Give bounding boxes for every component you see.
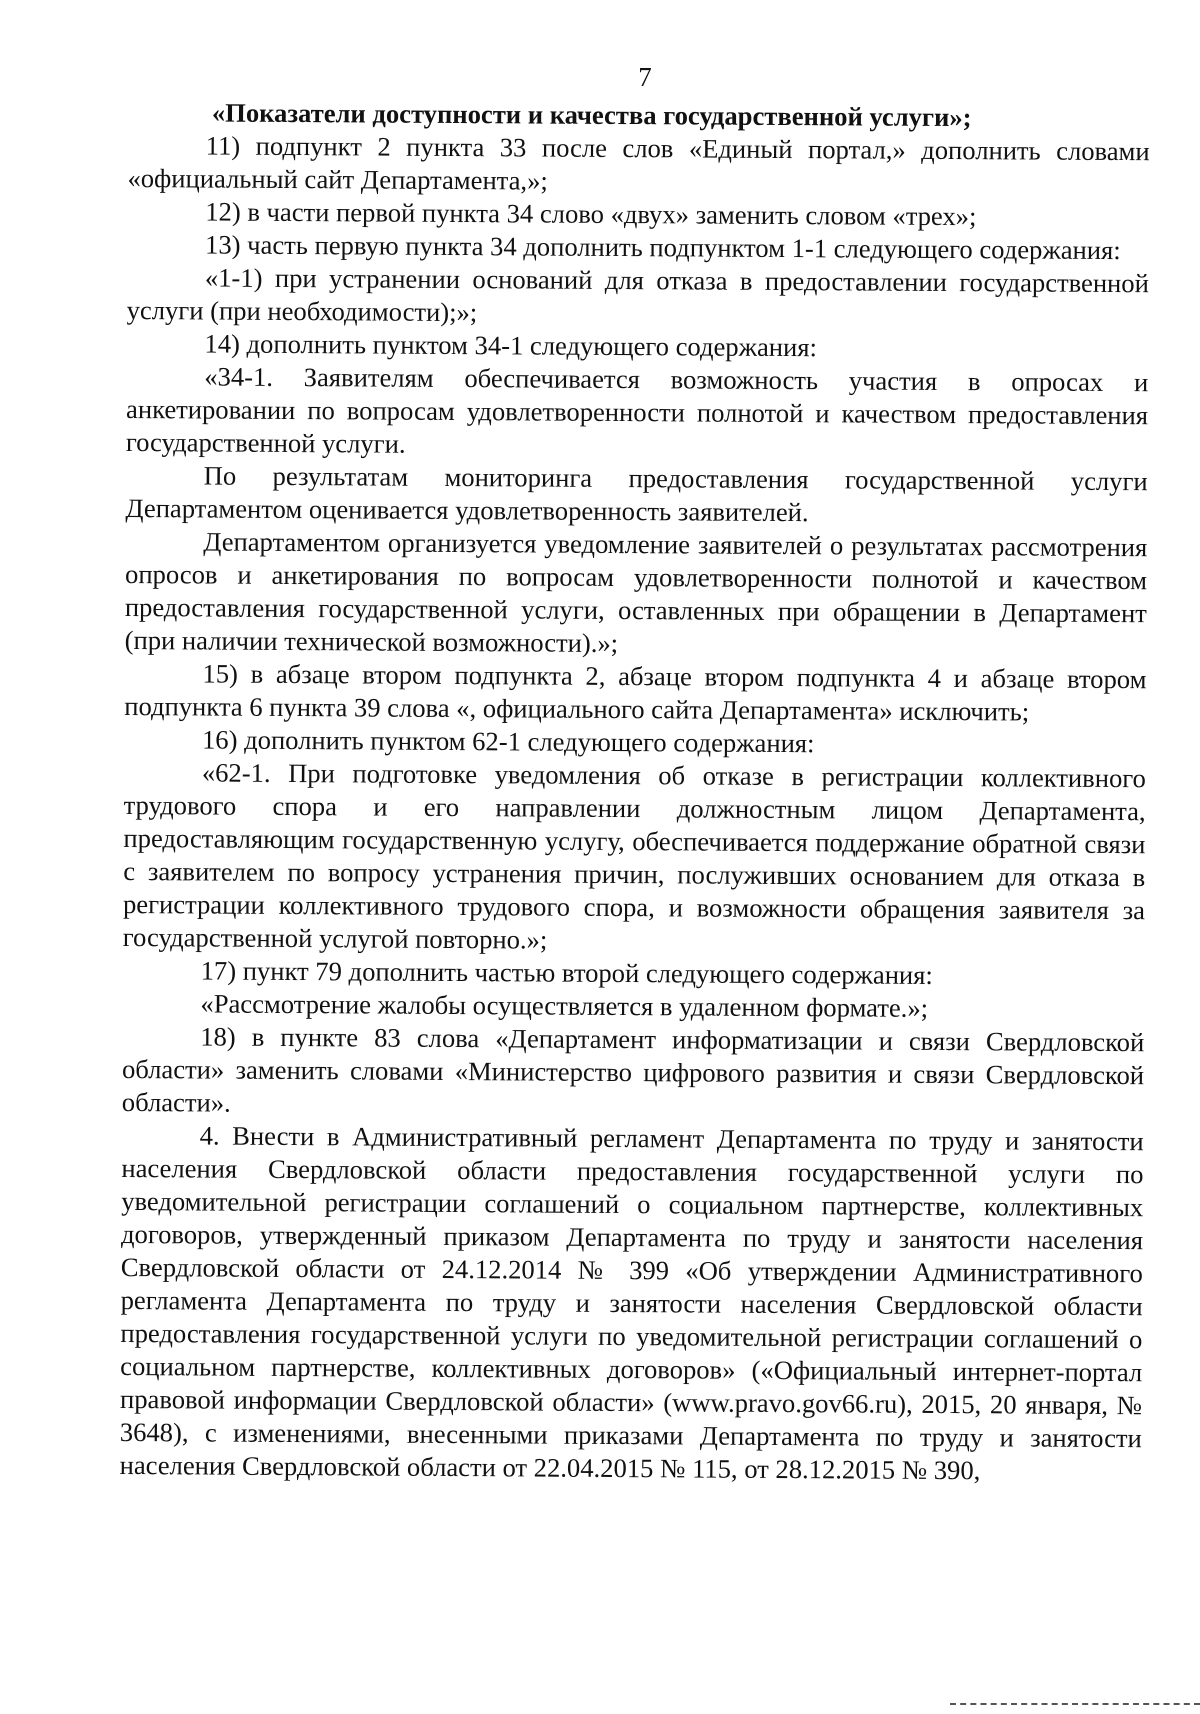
paragraph-quote-62-1: «62-1. При подготовке уведомления об отказе в регистрации коллективного трудового спора и его направлении должностным лицом Департамента, предоставляющим государственную услугу, обеспечивается поддержание обратной связи с заявителем по вопросу устранения причин, послуживших основанием для отказа в регистрации коллективного трудового спора, и возможности обращения заявителя за государственной услугой повторно.»; bbox=[122, 757, 1146, 955]
paragraph-item-14: 14) дополнить пунктом 34-1 следующего содержания: bbox=[204, 328, 817, 363]
paragraph-item-17: 17) пункт 79 дополнить частью второй следующего содержания: bbox=[200, 955, 933, 990]
paragraph-item-18: 18) в пункте 83 слова «Департамент информатизации и связи Свердловской области» заменить словами «Министерство цифрового развития и связи Свердловской области». bbox=[121, 1021, 1145, 1118]
page-number: 7 bbox=[638, 62, 652, 92]
paragraph-item-13: 13) часть первую пункта 34 дополнить подпунктом 1-1 следующего содержания: bbox=[205, 229, 1121, 266]
paragraph-item-15: 15) в абзаце втором подпункта 2, абзаце втором подпункта 4 и абзаце втором подпункта 6 пункта 39 слова «, официального сайта Департамента» исключить; bbox=[124, 658, 1147, 727]
section-heading: «Показатели доступности и качества государственной услуги»; bbox=[211, 97, 972, 133]
paragraph-item-4: 4. Внести в Административный регламент Департамента по труду и занятости населения Свердловской области предоставления государственной услуги по уведомительной регистрации соглашений о социальном партнерстве, коллективных договоров, утвержденный приказом Департамента по труду и занятости населения Свердловской области от 24.12.2014 № 399 «Об утверждении Административного регламента Департамента по труду и занятости населения Свердловской области предоставления государственной услуги по уведомительной регистрации соглашений о социальном партнерстве, коллективных договоров» («Официальный интернет-портал правовой информации Свердловской области» (www.pravo.gov66.ru), 2015, 20 января, № 3648), с изменениями, внесенными приказами Департамента по труду и занятости населения Свердловской области от 22.04.2015 № 115, от 28.12.2015 № 390, bbox=[119, 1120, 1144, 1486]
paragraph-quote-34-1: «34-1. Заявителям обеспечивается возможность участия в опросах и анкетировании по вопросам удовлетворенности полнотой и качеством предоставления государственной услуги. bbox=[125, 361, 1149, 459]
paragraph-item-12: 12) в части первой пункта 34 слово «двух» заменить словом «трех»; bbox=[205, 196, 977, 232]
paragraph-notification: Департаментом организуется уведомление заявителей о результатах рассмотрения опросов и анкетирования по вопросам удовлетворенности полнотой и качеством предоставления государственной услуги, оставленных при обращении в Департамент (при наличии технической возможности).»; bbox=[124, 526, 1148, 659]
document-body bbox=[120, 96, 1150, 1488]
paragraph-monitoring: По результатам мониторинга предоставления государственной услуги Департаментом оценивается удовлетворенность заявителей. bbox=[125, 460, 1148, 528]
scan-edge-rule bbox=[950, 1703, 1200, 1705]
paragraph-complaint-quote: «Рассмотрение жалобы осуществляется в удаленном формате.»; bbox=[200, 988, 929, 1023]
paragraph-item-16: 16) дополнить пунктом 62-1 следующего содержания: bbox=[201, 724, 815, 759]
paragraph-item-11: 11) подпункт 2 пункта 33 после слов «Единый портал,» дополнить словами «официальный сайт Департамента,»; bbox=[127, 130, 1150, 196]
paragraph-quote-1-1: «1-1) при устранении оснований для отказа в предоставлении государственной услуги (при необходимости);»; bbox=[126, 262, 1149, 328]
